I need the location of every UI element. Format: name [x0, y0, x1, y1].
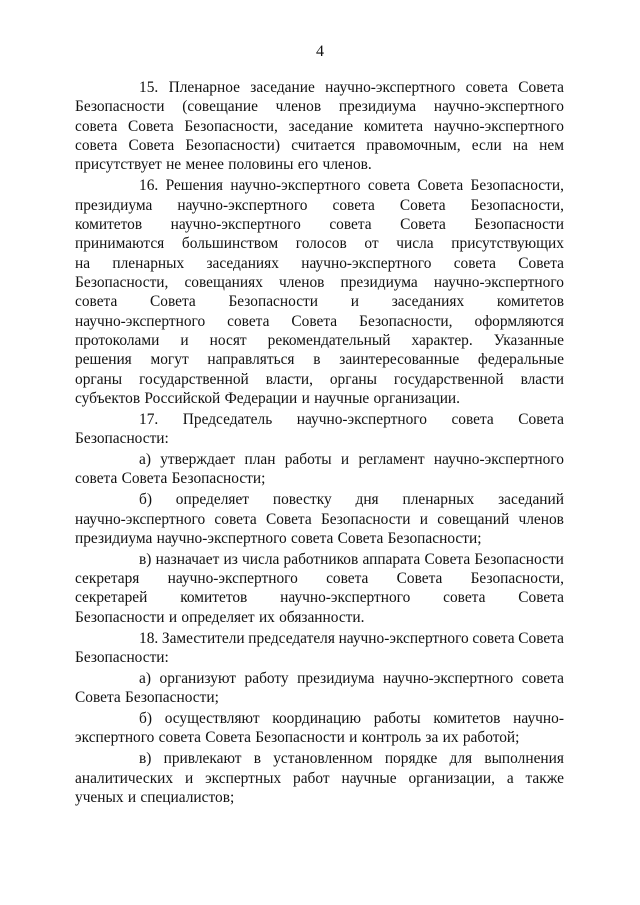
- text-line: ученых и специалистов;: [75, 788, 235, 806]
- text-line: экспертного совета Совета Безопасности и контроль за их работой;: [75, 729, 520, 747]
- text-line: на пленарных заседаниях научно-экспертного совета Совета: [75, 254, 564, 272]
- document-body: [75, 78, 564, 807]
- paragraph: [75, 176, 564, 408]
- paragraph: [75, 629, 564, 668]
- text-line: совета Совета Безопасности и заседаниях комитетов: [75, 293, 564, 311]
- text-line: Безопасности:: [75, 430, 169, 448]
- text-line: б) определяет повестку дня пленарных заседаний: [139, 491, 564, 509]
- paragraph: [75, 410, 564, 449]
- text-line: в) назначает из числа работников аппарата Совета Безопасности: [139, 550, 564, 568]
- text-line: Безопасности, совещаниях членов президиума научно-экспертного: [75, 273, 564, 291]
- text-line: решения могут направляться в заинтересованные федеральные: [75, 351, 564, 369]
- text-line: а) организуют работу президиума научно-экспертного совета: [139, 669, 564, 687]
- text-line: Безопасности и определяет их обязанности.: [75, 608, 365, 626]
- text-line: Безопасности (совещание членов президиума научно-экспертного: [75, 98, 564, 116]
- paragraph: [75, 669, 564, 708]
- text-line: 15. Пленарное заседание научно-экспертного совета Совета: [139, 79, 564, 96]
- text-line: Безопасности:: [75, 648, 169, 666]
- text-line: комитетов научно-экспертного совета Совета Безопасности: [75, 215, 564, 233]
- text-line: протоколами и носят рекомендательный характер. Указанные: [75, 331, 564, 349]
- text-line: президиума научно-экспертного совета Совета Безопасности,: [75, 196, 564, 214]
- text-line: научно-экспертного совета Совета Безопасности, оформляются: [75, 312, 564, 330]
- paragraph: [75, 78, 564, 175]
- text-line: аналитических и экспертных работ научные организации, а также: [75, 769, 564, 787]
- paragraph: [75, 709, 564, 748]
- text-line: секретаря научно-экспертного совета Совета Безопасности,: [75, 570, 564, 588]
- text-line: научно-экспертного совета Совета Безопасности и совещаний членов: [75, 510, 564, 528]
- text-line: секретарей комитетов научно-экспертного совета Совета: [75, 589, 564, 607]
- text-line: Совета Безопасности;: [75, 689, 219, 707]
- text-line: в) привлекают в установленном порядке для выполнения: [139, 750, 564, 768]
- text-line: присутствует не менее половины его членов.: [75, 156, 372, 174]
- text-line: 16. Решения научно-экспертного совета Совета Безопасности,: [139, 177, 564, 195]
- text-line: органы государственной власти, органы государственной власти: [75, 370, 564, 388]
- paragraph: [75, 749, 564, 807]
- text-line: 17. Председатель научно-экспертного совета Совета: [139, 410, 564, 428]
- paragraph: [75, 490, 564, 548]
- text-line: совета Совета Безопасности, заседание комитета научно-экспертного: [75, 117, 564, 135]
- text-line: а) утверждает план работы и регламент научно-экспертного: [139, 451, 564, 469]
- text-line: б) осуществляют координацию работы комитетов научно-: [139, 710, 564, 727]
- paragraph: [75, 450, 564, 489]
- text-line: совета Совета Безопасности) считается правомочным, если на нем: [75, 137, 564, 155]
- text-line: принимаются большинством голосов от числа присутствующих: [75, 235, 564, 253]
- paragraph: [75, 550, 564, 627]
- text-line: президиума научно-экспертного совета Совета Безопасности;: [75, 529, 482, 547]
- page-number: 4: [316, 43, 324, 60]
- text-line: 18. Заместители председателя научно-экспертного совета Совета: [139, 629, 564, 647]
- text-line: совета Совета Безопасности;: [75, 470, 266, 488]
- text-line: субъектов Российской Федерации и научные организации.: [75, 390, 461, 407]
